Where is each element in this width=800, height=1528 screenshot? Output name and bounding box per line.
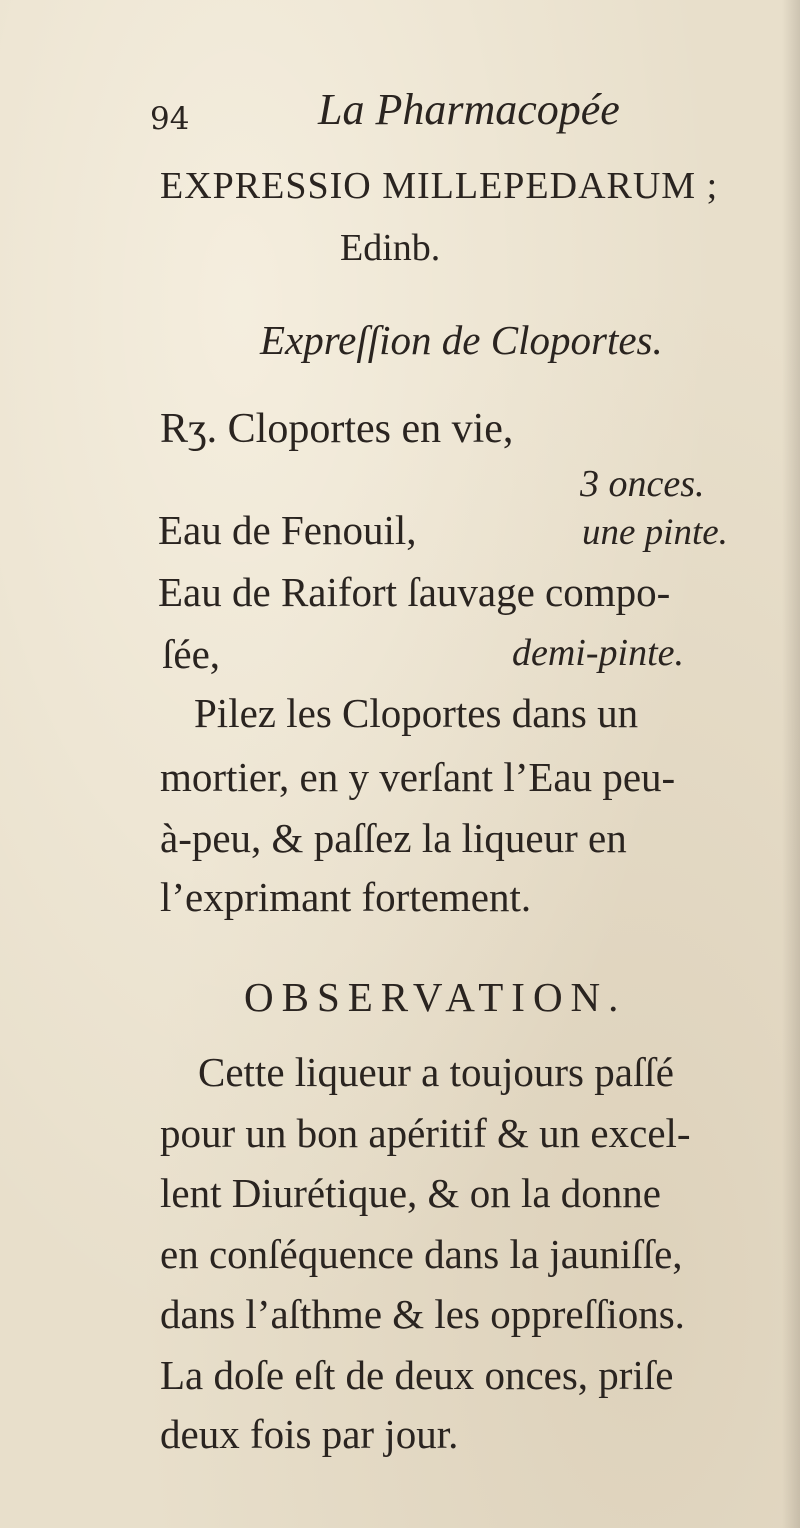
observation-line: pour un bon apéritif & un excel- (160, 1110, 691, 1156)
method-line: Pilez les Cloportes dans un (194, 690, 639, 736)
ingredient-name: ſée, (162, 631, 221, 677)
recipe-first-ingredient: Rʒ. Cloportes en vie, (160, 406, 514, 452)
page-number: 94 (150, 101, 190, 137)
method-line: à-peu, & paſſez la liqueur en (160, 815, 627, 861)
french-title: Expreſſion de Cloportes. (260, 317, 663, 363)
observation-line: en conſéquence dans la jauniſſe, (160, 1231, 683, 1277)
ingredient-name: Eau de Raifort ſauvage compo- (158, 569, 671, 615)
observation-line: La doſe eſt de deux onces, priſe (160, 1352, 674, 1398)
page-edge-shadow (782, 0, 800, 1528)
latin-title: EXPRESSIO MILLEPEDARUM ; (160, 165, 719, 207)
observation-line: lent Diurétique, & on la donne (160, 1170, 661, 1216)
ingredient-quantity: demi-pinte. (512, 632, 685, 674)
observation-line: Cette liqueur a toujours paſſé (198, 1049, 674, 1095)
observation-heading: OBSERVATION. (244, 974, 627, 1020)
ingredient-quantity: 3 onces. (580, 463, 705, 505)
observation-line: deux fois par jour. (160, 1411, 459, 1457)
ingredient-quantity: une pinte. (582, 512, 728, 553)
observation-line: dans l’aſthme & les oppreſſions. (160, 1291, 685, 1337)
method-line: l’exprimant fortement. (160, 874, 532, 920)
ingredient-name: Eau de Fenouil, (158, 507, 417, 553)
running-title: La Pharmacopée (318, 85, 620, 134)
method-line: mortier, en y verſant l’Eau peu- (160, 754, 676, 800)
source-abbreviation: Edinb. (340, 227, 441, 269)
